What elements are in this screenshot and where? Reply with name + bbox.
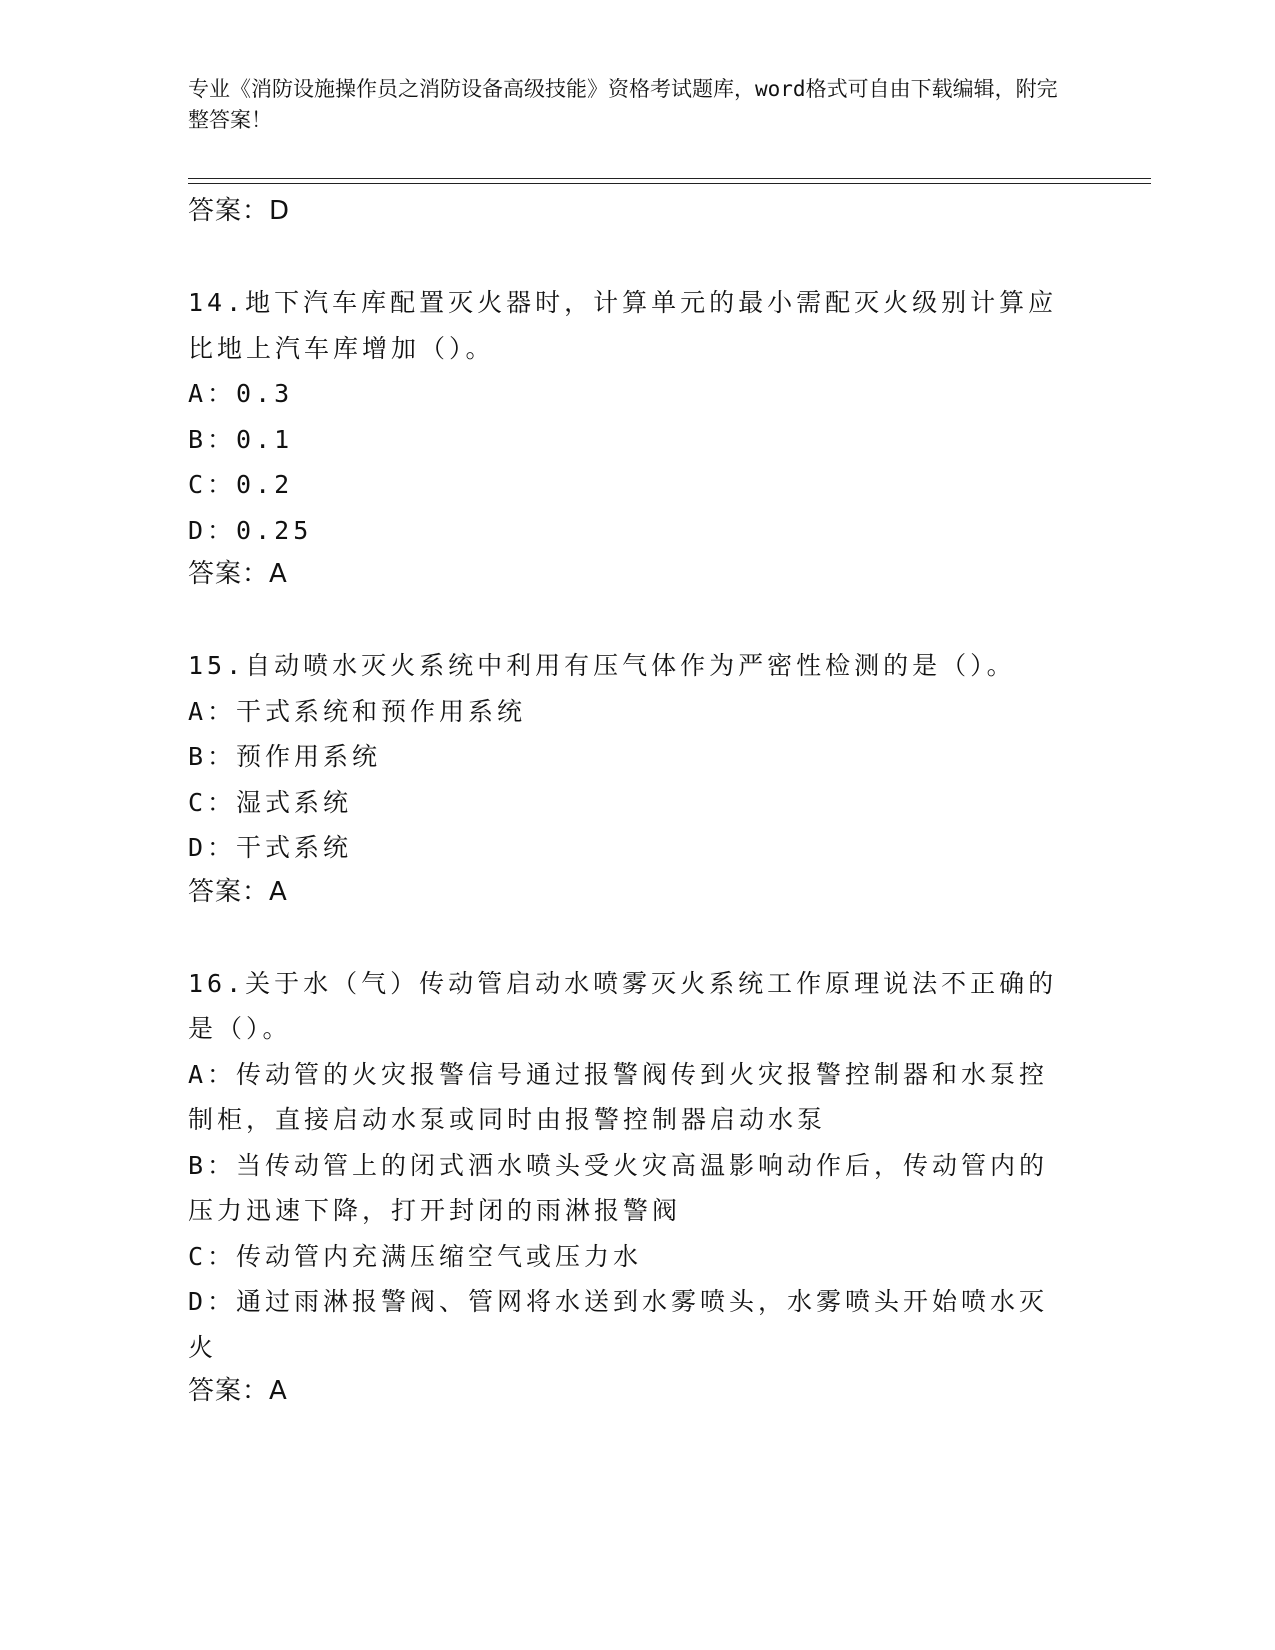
option-a: A：干式系统和预作用系统 [188,696,527,726]
option-a: A：传动管的火灾报警信号通过报警阀传到火灾报警控制器和水泵控制柜，直接启动水泵或同时由报警控制器启动水泵 [188,1059,1049,1134]
header-divider-bottom [188,183,1151,184]
option-a: A：0.3 [188,379,294,408]
header-intro-text: 专业《消防设施操作员之消防设备高级技能》资格考试题库，word格式可自由下载编辑，附完整答案！ [188,77,1058,132]
answer-line: 答案：A [188,876,288,907]
question-stem: 15.自动喷水灭火系统中利用有压气体作为严密性检测的是（）。 [188,651,1016,680]
option-c: C：传动管内充满压缩空气或压力水 [188,1241,643,1271]
document-body [188,190,1068,1412]
answer-line: 答案：A [188,1376,288,1406]
option-d: D：干式系统 [188,833,353,862]
option-c: C：0.2 [188,470,294,499]
answer-line: 答案：A [188,559,288,589]
document-header [188,74,1068,136]
answer-line-13: 答案：D [188,196,291,226]
option-b: B：预作用系统 [188,742,382,771]
header-divider-top [188,178,1151,179]
option-b: B：0.1 [188,424,294,454]
option-d: D：0.25 [188,515,313,545]
question-16 [188,961,1068,1413]
option-c: C：湿式系统 [188,787,353,817]
question-14 [188,280,1068,595]
question-stem: 14.地下汽车库配置灭火器时，计算单元的最小需配灭火级别计算应比地上汽车库增加（）。 [188,288,1058,363]
option-b: B：当传动管上的闭式洒水喷头受火灾高温影响动作后，传动管内的压力迅速下降，打开封闭的雨淋报警阀 [188,1150,1049,1225]
question-15 [188,643,1068,913]
question-stem: 16.关于水（气）传动管启动水喷雾灭火系统工作原理说法不正确的是（）。 [188,968,1058,1043]
option-d: D：通过雨淋报警阀、管网将水送到水雾喷头，水雾喷头开始喷水灭火 [188,1287,1049,1362]
